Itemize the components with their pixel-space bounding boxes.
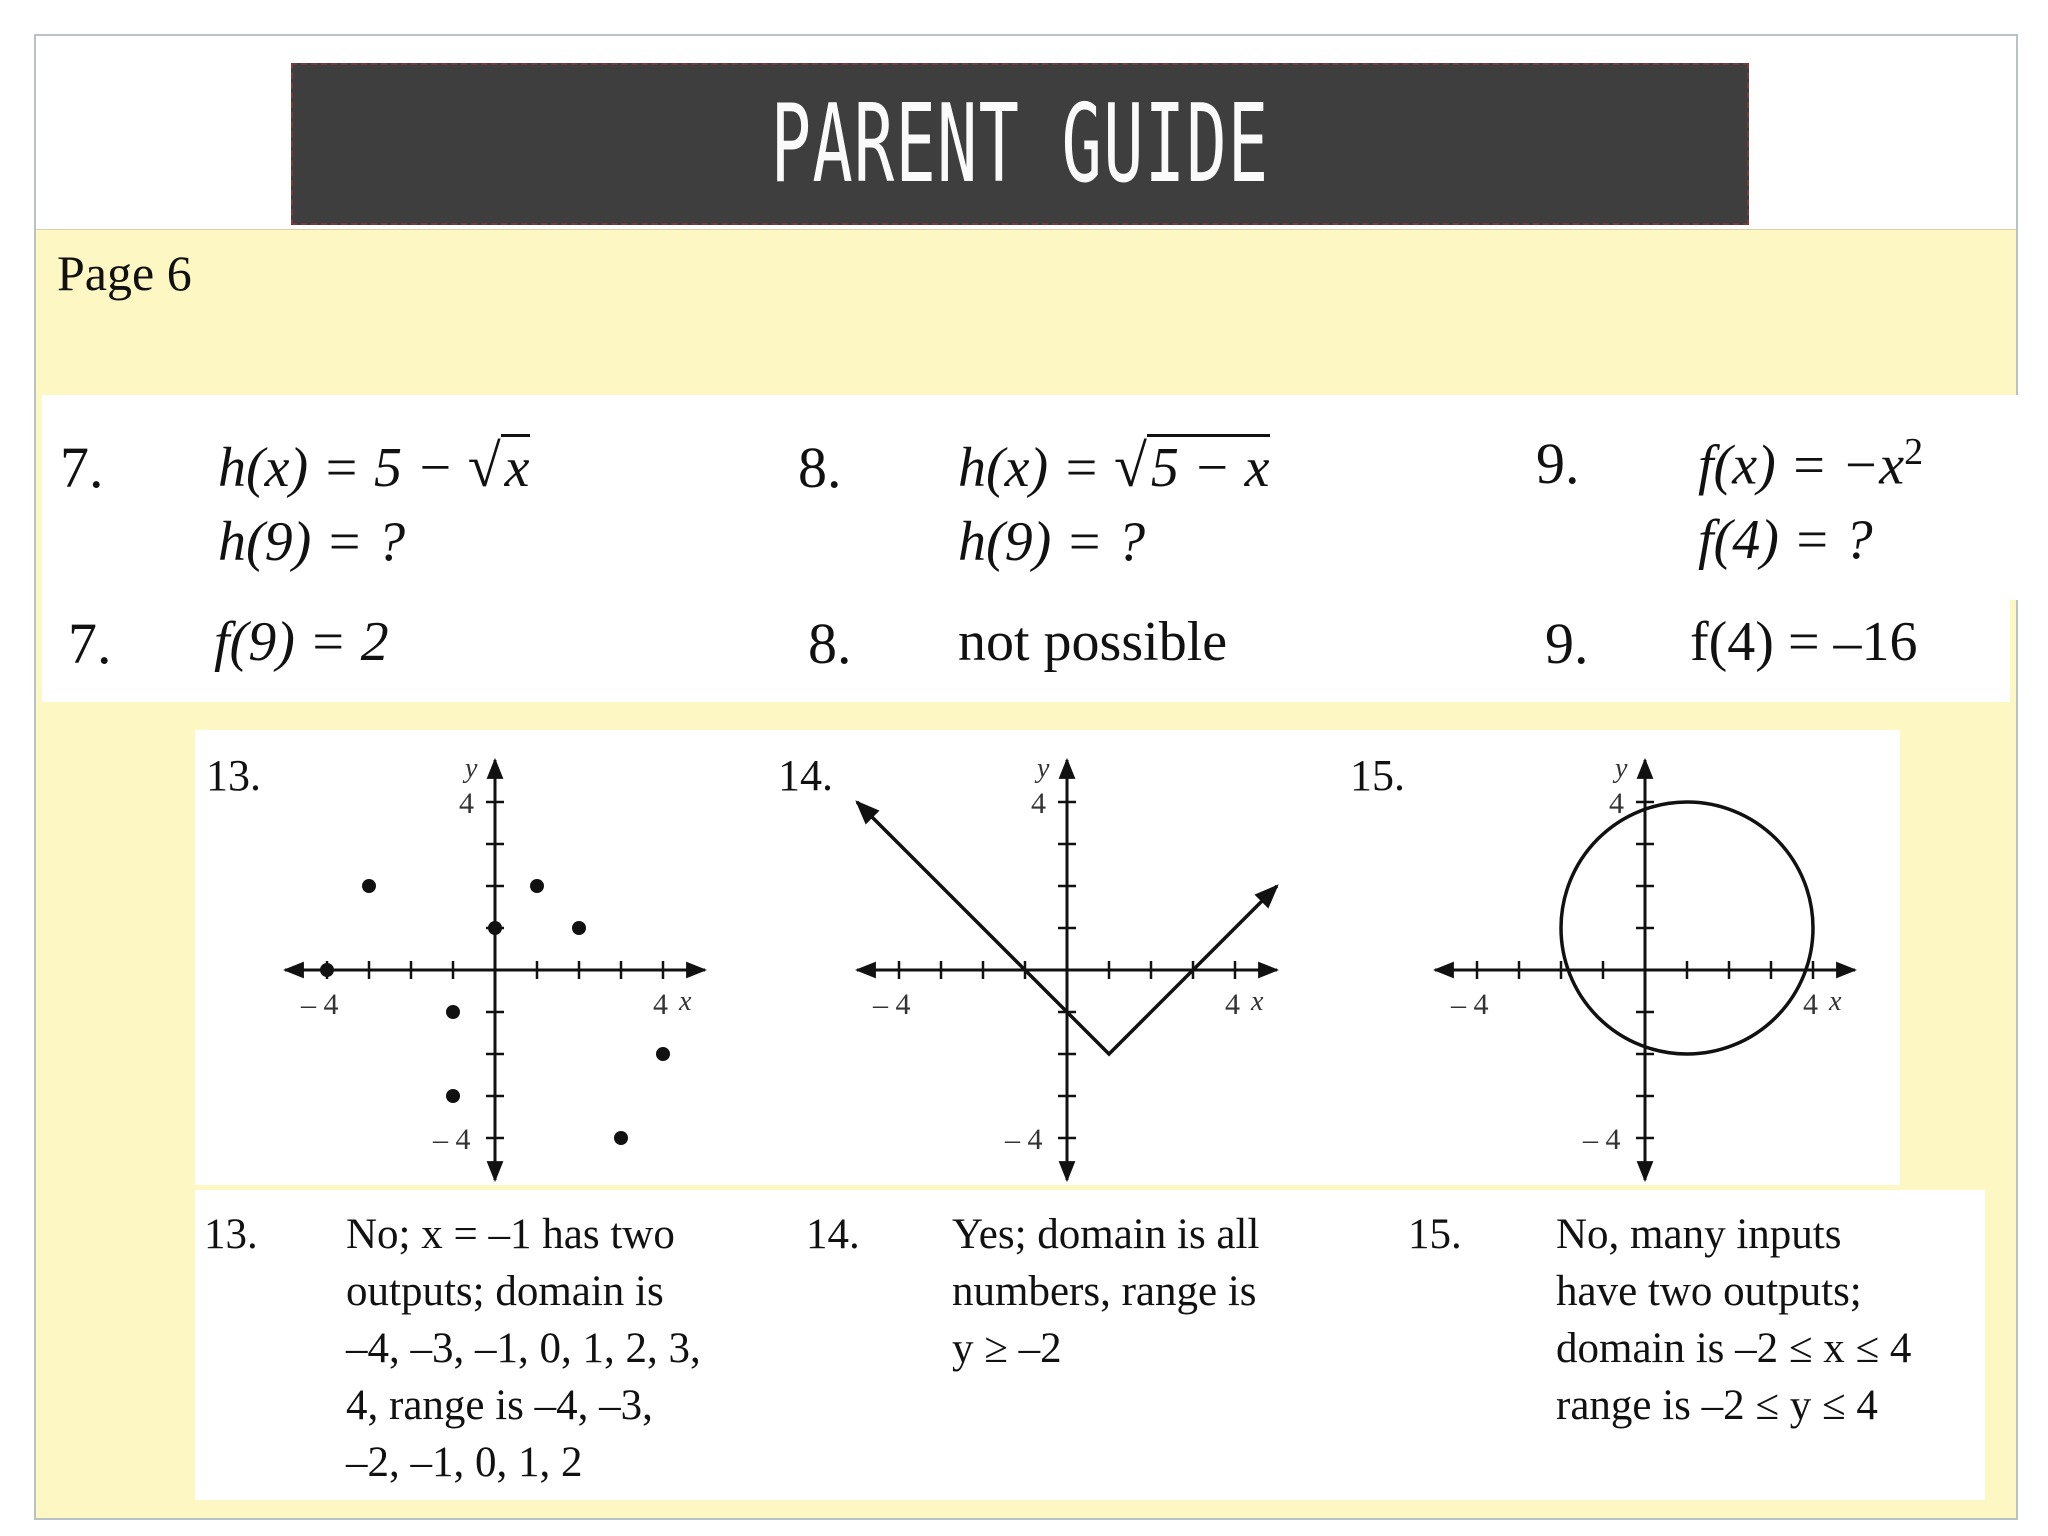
problem-function: h(x) = 5 − √x	[218, 433, 530, 499]
page-title: PARENT GUIDE	[770, 81, 1270, 207]
y-axis-label: y	[1615, 752, 1628, 784]
answer-number: 7.	[68, 611, 112, 676]
x-tick-label: 4	[653, 988, 668, 1021]
graph-number: 13.	[206, 751, 261, 800]
y-tick-label: 4	[459, 787, 474, 820]
x-axis-label: x	[679, 986, 692, 1017]
problem-function: h(x) = √5 − x	[958, 433, 1270, 499]
x-tick-label: 4	[1225, 988, 1240, 1021]
answer-text: not possible	[958, 611, 1228, 673]
answer-line: No; x = –1 has two	[346, 1211, 675, 1258]
problem-number: 7.	[60, 435, 104, 500]
x-tick-label: – 4	[301, 988, 339, 1021]
answer-line: have two outputs;	[1556, 1268, 1862, 1315]
y-tick-label: – 4	[1583, 1123, 1621, 1156]
radicand: 5 − x	[1147, 434, 1270, 499]
data-point	[530, 879, 544, 893]
y-axis-label: y	[465, 752, 478, 784]
answer-text: f(9) = 2	[214, 611, 389, 673]
answer-line: No, many inputs	[1556, 1211, 1842, 1258]
data-point	[488, 921, 502, 935]
answer-line: 4, range is –4, –3,	[346, 1382, 653, 1429]
radical-sign: √	[1113, 433, 1147, 499]
data-point	[446, 1089, 460, 1103]
graph-answer-number: 15.	[1408, 1211, 1462, 1258]
y-tick-label: – 4	[1005, 1123, 1043, 1156]
graph-answer-number: 13.	[204, 1211, 258, 1258]
problem-number: 9.	[1536, 431, 1580, 496]
radicand: x	[501, 434, 530, 499]
page-label: Page 6	[57, 245, 192, 301]
header-banner	[291, 63, 1749, 225]
problem-question: f(4) = ?	[1698, 509, 1873, 571]
y-tick-label: 4	[1609, 787, 1624, 820]
answer-line: y ≥ –2	[952, 1325, 1062, 1372]
x-axis-label: x	[1829, 986, 1842, 1017]
answer-text: f(4) = –16	[1690, 611, 1918, 673]
x-tick-label: – 4	[873, 988, 911, 1021]
graph-13	[270, 745, 720, 1185]
graph-answer-number: 14.	[806, 1211, 860, 1258]
y-axis-label: y	[1037, 752, 1050, 784]
y-tick-label: 4	[1031, 787, 1046, 820]
data-point	[614, 1131, 628, 1145]
answer-line: Yes; domain is all	[952, 1211, 1260, 1258]
radical-sign: √	[467, 433, 501, 499]
y-tick-label: – 4	[433, 1123, 471, 1156]
x-axis-label: x	[1251, 986, 1264, 1017]
graph-number: 15.	[1350, 751, 1405, 800]
x-tick-label: – 4	[1451, 988, 1489, 1021]
graph-14	[842, 745, 1292, 1185]
answer-line: domain is –2 ≤ x ≤ 4	[1556, 1325, 1912, 1372]
answer-line: –4, –3, –1, 0, 1, 2, 3,	[346, 1325, 701, 1372]
answer-line: numbers, range is	[952, 1268, 1257, 1315]
data-point	[320, 963, 334, 977]
data-point	[362, 879, 376, 893]
problem-question: h(9) = ?	[958, 511, 1146, 573]
answer-line: range is –2 ≤ y ≤ 4	[1556, 1382, 1878, 1429]
graph-number: 14.	[778, 751, 833, 800]
data-point	[656, 1047, 670, 1061]
graph-15	[1420, 745, 1870, 1185]
data-point	[572, 921, 586, 935]
problem-function: $f(x) = -x^2$	[1698, 431, 1924, 497]
answer-number: 8.	[808, 611, 852, 676]
data-point	[446, 1005, 460, 1019]
answer-number: 9.	[1545, 611, 1589, 676]
problem-number: 8.	[798, 435, 842, 500]
exponent: 2	[1904, 431, 1924, 473]
answer-line: outputs; domain is	[346, 1268, 664, 1315]
problem-question: h(9) = ?	[218, 511, 406, 573]
x-tick-label: 4	[1803, 988, 1818, 1021]
answer-line: –2, –1, 0, 1, 2	[346, 1439, 583, 1486]
circle-curve	[1561, 802, 1813, 1054]
